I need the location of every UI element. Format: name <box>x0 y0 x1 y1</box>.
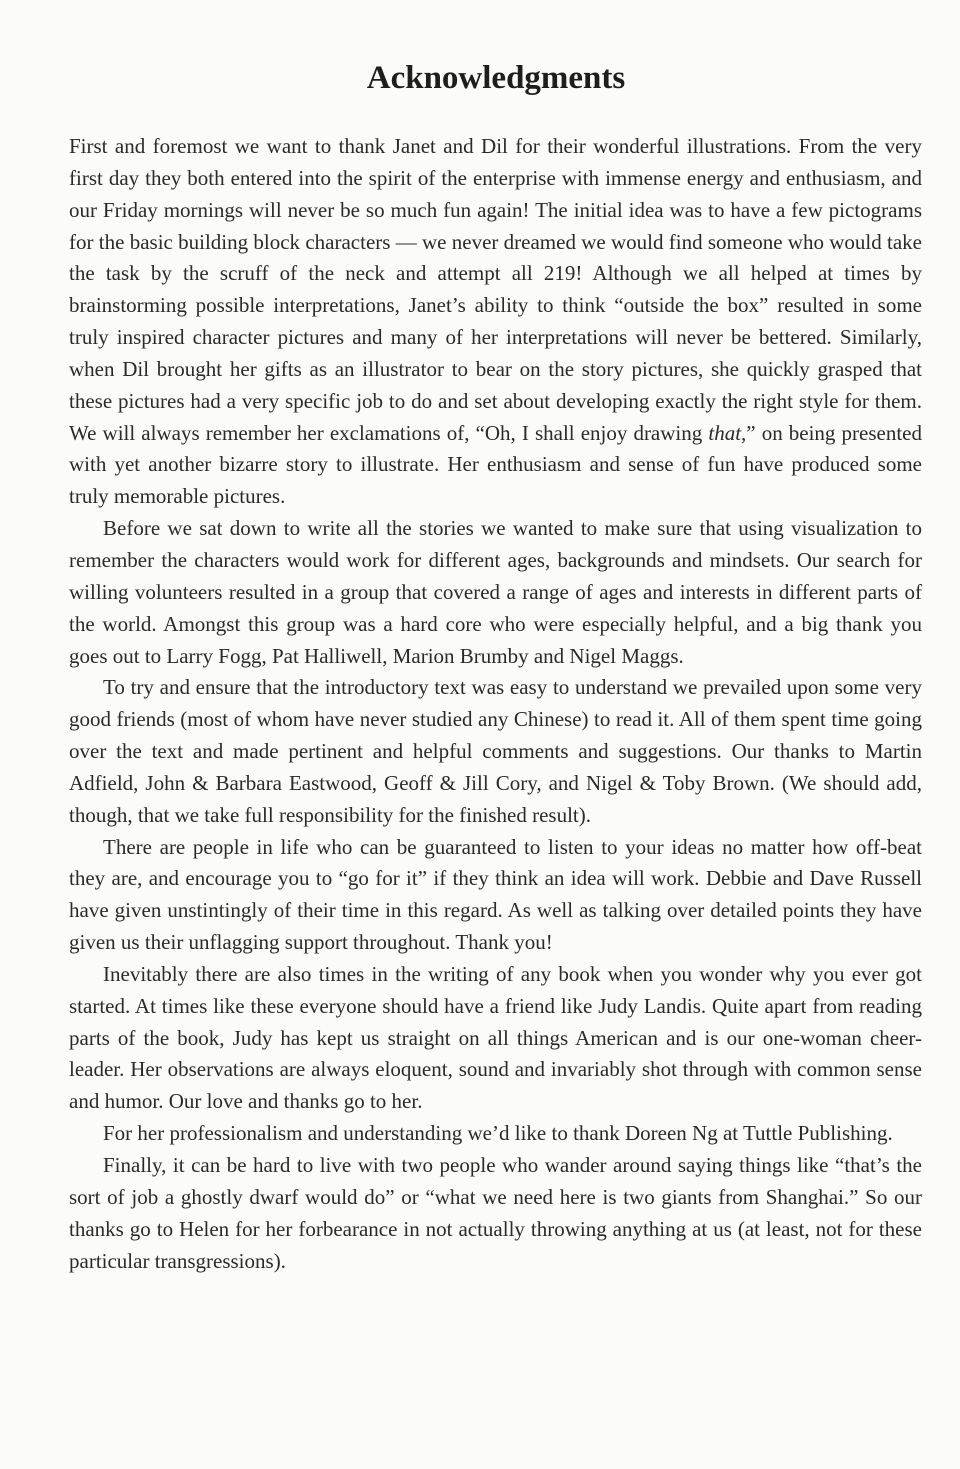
paragraph-readers: To try and ensure that the introductory text was easy to understand we prevailed upon some very good friends (most of whom have never studied any Chinese) to read it. All of them spent time going over the text and made pertinent and helpful comments and suggestions. Our thanks to Martin Adfield, John & Barbara Eastwood, Geoff & Jill Cory, and Nigel & Toby Brown. (We should add, though, that we take full responsibility for the finished result). <box>69 675 922 827</box>
paragraph-cheerleader: Inevitably there are also times in the writing of any book when you wonder why you ever got started. At times like these everyone should have a friend like Judy Landis. Quite apart from reading parts of the book, Judy has kept us straight on all things American and is our one-woman cheer-leader. Her observations are always eloquent, sound and invariably shot through with common sense and humor. Our love and thanks go to her. <box>69 961 922 1114</box>
emphasized-word: that, <box>708 420 747 445</box>
paragraph-text: First and foremost we want to thank Janet and Dil for their wonderful illustrations. From the very first day they both entered into the spirit of the enterprise with immense energy and enthusiasm, and our Friday mornings will never be so much fun again! The initial idea was to have a few pictograms for the basic building block characters — we never dreamed we would find someone who would take the task by the scruff of the neck and attempt all 219! Although we all helped at times by brainstorming possible interpretations, Janet’s ability to think “outside the box” resulted in some truly inspired character pictures and many of her interpretations will never be bettered. Similarly, when Dil brought her gifts as an illustrator to bear on the story pictures, she quickly grasped that these pictures had a very specific job to do and set about developing exactly the right style for them. We will always remember her exclamations of, “Oh, I shall enjoy drawing <box>69 134 922 445</box>
page-title: Acknowledgments <box>366 60 626 96</box>
paragraph-publisher: For her professionalism and understanding we’d like to thank Doreen Ng at Tuttle Publishing. <box>103 1121 893 1146</box>
paragraph-illustrators <box>69 131 922 513</box>
acknowledgments-text <box>69 131 922 1277</box>
paragraph-closing: Finally, it can be hard to live with two people who wander around saying things like “that’s the sort of job a ghostly dwarf would do” or “what we need here is two giants from Shanghai.” So our thanks go to Helen for her forbearance in not actually throwing anything at us (at least, not for these particular transgressions). <box>69 1153 922 1273</box>
paragraph-volunteers: Before we sat down to write all the stories we wanted to make sure that using visualization to remember the characters would work for different ages, backgrounds and mindsets. Our search for willing volunteers resulted in a group that covered a range of ages and interests in different parts of the world. Amongst this group was a hard core who were especially helpful, and a big thank you goes out to Larry Fogg, Pat Halliwell, Marion Brumby and Nigel Maggs. <box>69 516 922 668</box>
paragraph-supporters: There are people in life who can be guaranteed to listen to your ideas no matter how off-beat they are, and encourage you to “go for it” if they think an idea will work. Debbie and Dave Russell have given unstintingly of their time in this regard. As well as talking over detailed points they have given us their unflagging support throughout. Thank you! <box>69 834 922 955</box>
paragraph-text: ” on being presented with yet another bizarre story to illustrate. Her enthusiasm and sense of fun have produced some truly memorable pictures. <box>69 420 922 509</box>
